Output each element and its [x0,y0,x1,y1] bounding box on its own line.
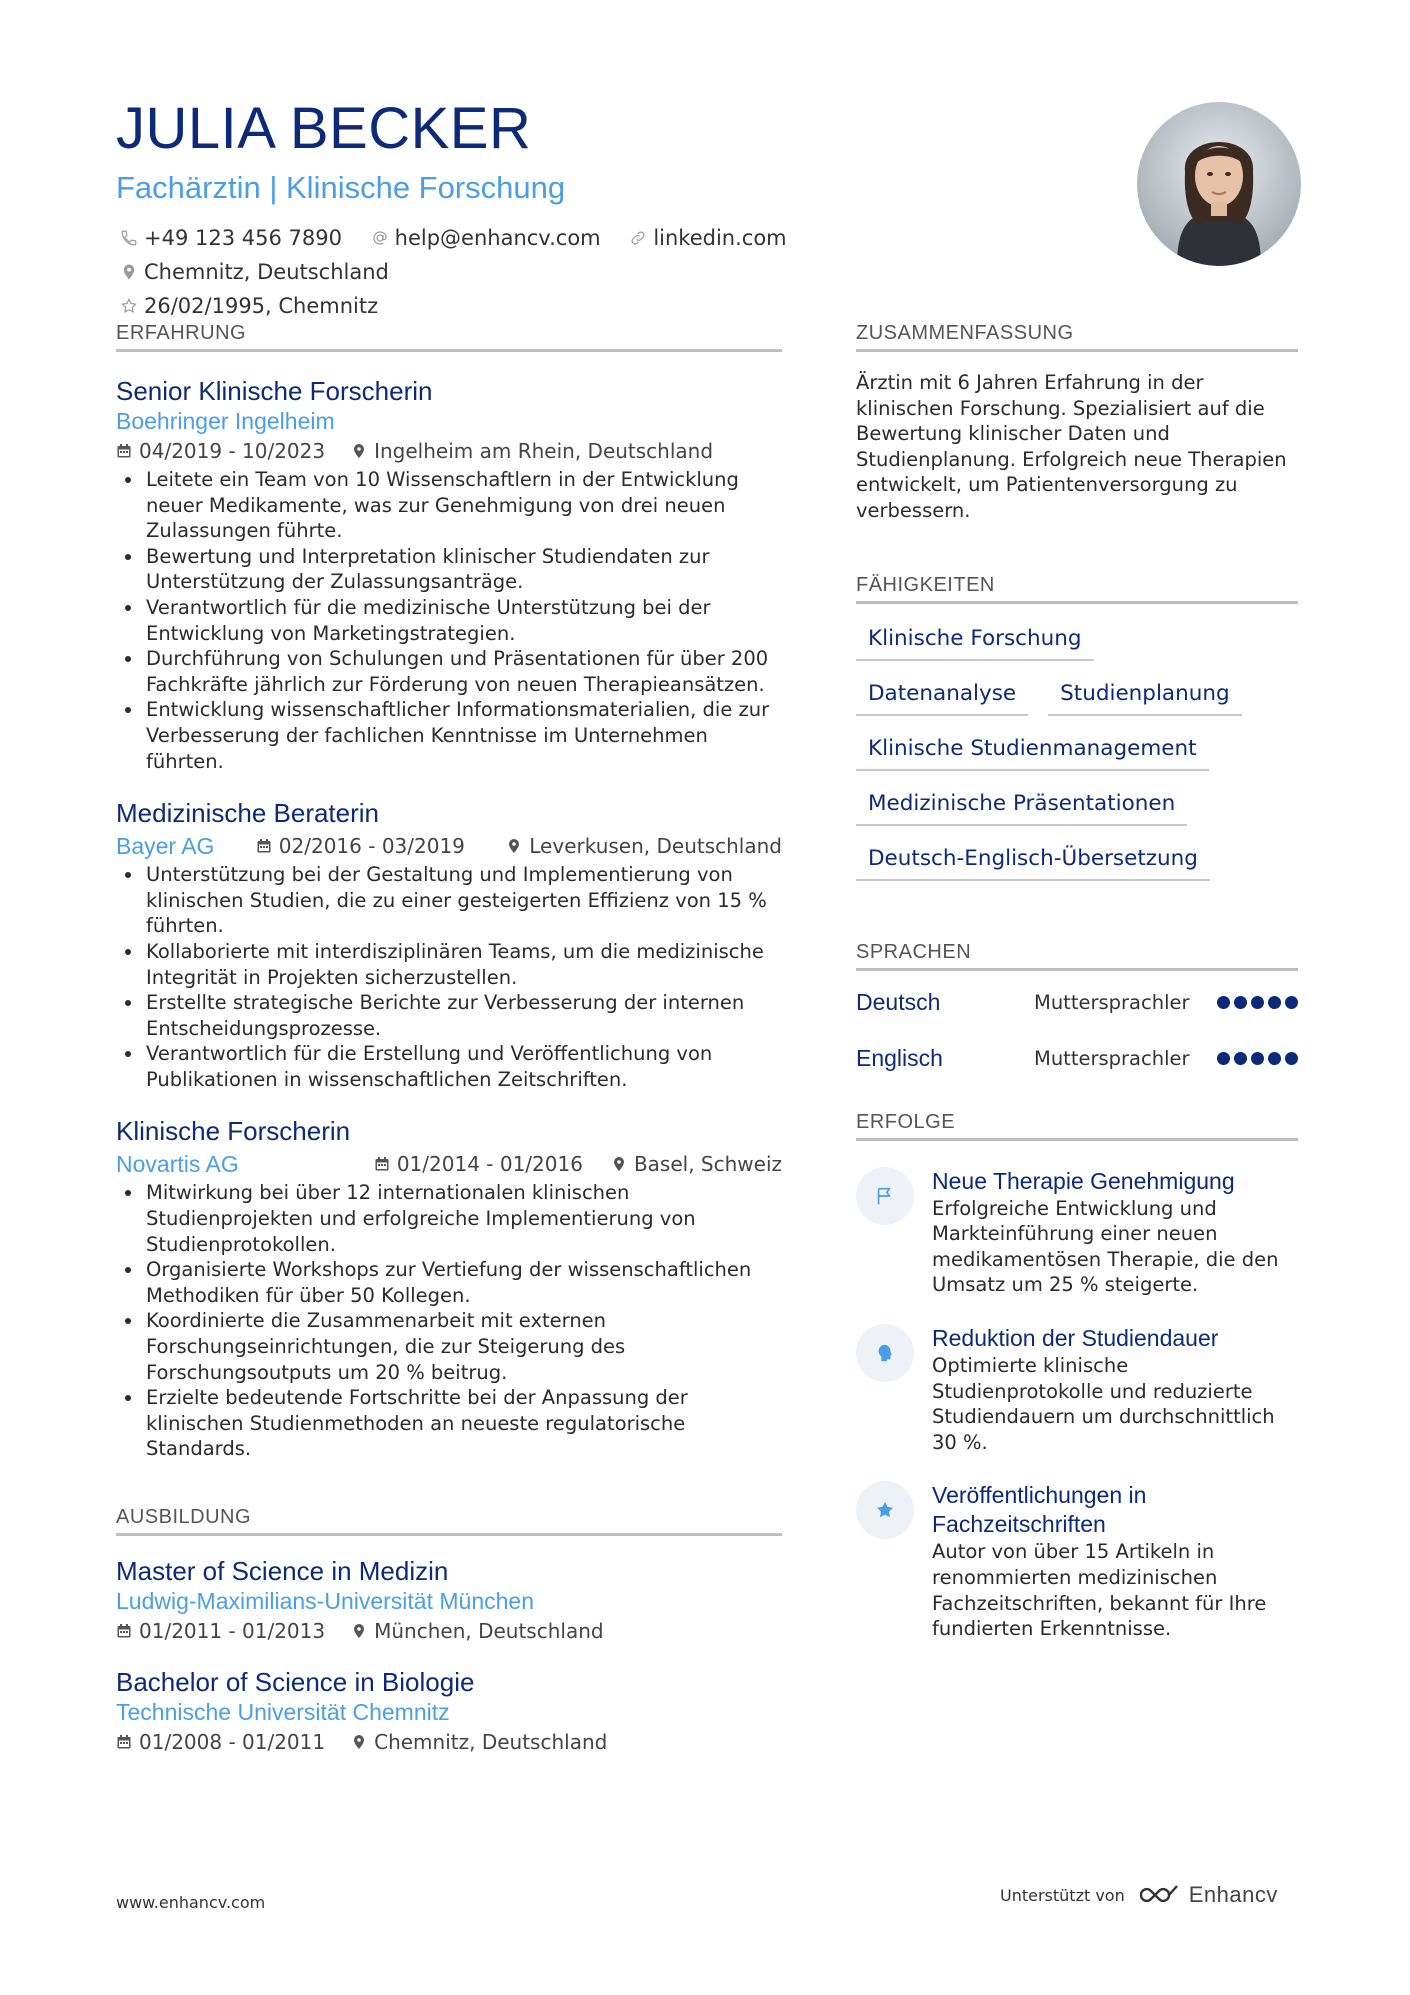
location-pin-icon [506,838,522,854]
achievement-item [856,1167,1298,1298]
degree-title: Bachelor of Science in Biologie [116,1667,475,1697]
phone-text[interactable]: +49 123 456 7890 [144,226,342,250]
summary-heading: ZUSAMMENFASSUNG [856,322,1298,352]
school-name: Technische Universität Chemnitz [116,1699,450,1725]
job-dates-text: 02/2016 - 03/2019 [278,834,465,859]
proficiency-dot [1234,1052,1247,1065]
job-title: Medizinische Beraterin [116,798,380,829]
proficiency-dot [1285,996,1298,1009]
profile-photo [1137,102,1301,266]
brand-name[interactable]: Enhancv [1188,1882,1278,1907]
proficiency-dot [1268,996,1281,1009]
footer-branding [1000,1882,1278,1908]
bullet-item: • Verantwortlich für die medizinische Unterstützung bei der Entwicklung von Marketingstrategien. [144,595,782,646]
bullet-item: • Durchführung von Schulungen und Präsentationen für über 200 Fachkräfte jährlich zur Förderung von neuen Therapieansätzen. [144,646,782,697]
education-meta [116,1615,782,1647]
achievement-title: Veröffentlichungen in Fachzeitschriften [932,1482,1147,1538]
proficiency-dot [1217,996,1230,1009]
skills-heading: FÄHIGKEITEN [856,574,1298,604]
achievement-item [856,1481,1298,1641]
location-pin-icon [351,1623,367,1639]
company-name: Boehringer Ingelheim [116,408,335,434]
calendar-icon [116,443,132,459]
calendar-icon [256,838,272,854]
contact-linkedin [629,222,786,254]
skill-tag: Datenanalyse [856,673,1028,716]
proficiency-dot [1234,996,1247,1009]
achievement-description: Erfolgreiche Entwicklung und Markteinführung einer neuen medikamentösen Therapie, die den Umsatz um 25 % steigerte. [932,1196,1279,1297]
job-entry [116,796,782,1092]
proficiency-dot [1268,1052,1281,1065]
flag-icon [856,1167,914,1225]
job-location [611,1148,782,1180]
skill-tag: Klinische Forschung [856,618,1094,661]
company-name: Bayer AG [116,833,215,860]
job-meta [116,435,782,467]
bullet-item: • Bewertung und Interpretation klinischer Studiendaten zur Unterstützung der Zulassungsanträge. [144,544,782,595]
contact-email [371,222,601,254]
education-meta [116,1726,782,1758]
job-location [351,435,713,467]
contact-phone [120,222,342,254]
education-location-text: Chemnitz, Deutschland [374,1730,608,1754]
calendar-icon [116,1734,132,1750]
enhancv-logo-icon [1137,1882,1181,1908]
language-level: Muttersprachler [1034,1047,1190,1071]
bullet-item: • Koordinierte die Zusammenarbeit mit externen Forschungseinrichtungen, die zur Steigerung des Forschungsoutputs um 20 % beitrug. [144,1308,782,1385]
proficiency-dot [1285,1052,1298,1065]
location-pin-icon [351,1734,367,1750]
bullet-item: • Entwicklung wissenschaftlicher Informationsmaterialien, die zur Verbesserung der fachlichen Kenntnisse im Unternehmen führten. [144,697,782,774]
job-dates [374,1148,583,1180]
calendar-icon [116,1623,132,1639]
language-name: Englisch [856,1045,943,1072]
job-meta [116,830,782,862]
proficiency-dot [1251,996,1264,1009]
proficiency-dots [1213,1052,1298,1065]
proficiency-dot [1251,1052,1264,1065]
bullet-item: • Erzielte bedeutende Fortschritte bei der Anpassung der klinischen Studienmethoden an neueste regulatorische Standards. [144,1385,782,1462]
education-entry [116,1554,782,1647]
contact-info [120,222,1080,324]
achievement-title: Neue Therapie Genehmigung [932,1167,1235,1194]
bullet-item: • Kollaborierte mit interdisziplinären Teams, um die medizinische Integrität in Projekten sicherzustellen. [144,939,782,990]
language-name: Deutsch [856,989,941,1016]
calendar-icon [374,1156,390,1172]
education-location-text: München, Deutschland [374,1619,604,1643]
bullet-item: • Verantwortlich für die Erstellung und Veröffentlichung von Publikationen in wissenschaftlichen Zeitschriften. [144,1041,782,1092]
achievement-description: Optimierte klinische Studienprotokolle und reduzierte Studiendauern um durchschnittlich 30 %. [932,1353,1275,1454]
candidate-name: JULIA BECKER [116,96,532,161]
bullet-item: • Unterstützung bei der Gestaltung und Implementierung von klinischen Studien, die zu einer gesteigerten Effizienz von 15 % führten. [144,862,782,939]
job-location [506,830,782,862]
link-icon [629,229,647,247]
education-dates-text: 01/2011 - 01/2013 [139,1619,326,1643]
job-meta [116,1148,782,1180]
candidate-title: Fachärztin | Klinische Forschung [116,170,566,205]
job-dates [256,830,465,862]
achievements-heading: ERFOLGE [856,1111,1298,1141]
proficiency-dot [1217,1052,1230,1065]
achievement-title: Reduktion der Studiendauer [932,1324,1219,1351]
bullet-item: • Erstellte strategische Berichte zur Verbesserung der internen Entscheidungsprozesse. [144,990,782,1041]
school-name: Ludwig-Maximilians-Universität München [116,1588,534,1614]
language-level: Muttersprachler [1034,991,1190,1015]
company-name: Novartis AG [116,1151,239,1178]
location-pin-icon [120,263,138,281]
summary-text: Ärztin mit 6 Jahren Erfahrung in der klinischen Forschung. Spezialisiert auf die Bewertung klinischer Daten und Studienplanung. Erfolgreich neue Therapien entwickelt, um Patientenversorgung zu verbessern. [856,371,1287,522]
job-title: Senior Klinische Forscherin [116,376,433,406]
education-location [351,1615,603,1647]
job-dates-text: 01/2014 - 01/2016 [396,1152,583,1177]
skills-list [856,618,1298,893]
right-column [856,322,1298,1642]
contact-location [120,256,389,288]
job-bullets [116,1180,782,1462]
bullet-item: • Organisierte Workshops zur Vertiefung der wissenschaftlichen Methodiken für über 50 Kollegen. [144,1257,782,1308]
head-icon [856,1324,914,1382]
job-location-text: Leverkusen, Deutschland [529,834,782,859]
experience-heading: ERFAHRUNG [116,322,782,352]
proficiency-dots [1213,996,1298,1009]
bullet-item: • Leitete ein Team von 10 Wissenschaftlern in der Entwicklung neuer Medikamente, was zur Genehmigung von drei neuen Zulassungen führte. [144,467,782,544]
education-heading: AUSBILDUNG [116,1506,782,1536]
birth-text: 26/02/1995, Chemnitz [144,294,379,318]
skill-tag: Medizinische Präsentationen [856,783,1187,826]
job-location-text: Basel, Schweiz [633,1152,782,1177]
phone-icon [120,229,138,247]
skill-tag: Studienplanung [1048,673,1242,716]
language-row [856,1031,1298,1087]
language-row [856,975,1298,1031]
job-entry [116,1114,782,1462]
skill-tag: Klinische Studienmanagement [856,728,1209,771]
star-outline-icon [120,297,138,315]
location-pin-icon [351,443,367,459]
footer-website[interactable]: www.enhancv.com [116,1893,266,1912]
left-column [116,322,782,1758]
star-icon [856,1481,914,1539]
languages-heading: SPRACHEN [856,941,1298,971]
achievement-description: Autor von über 15 Artikeln in renommierten medizinischen Fachzeitschriften, bekannt für Ihre fundierten Erkenntnisse. [932,1540,1267,1641]
skill-tag: Deutsch-Englisch-Übersetzung [856,838,1210,881]
bullet-item: • Mitwirkung bei über 12 internationalen klinischen Studienprojekten und erfolgreiche Implementierung von Studienprotokollen. [144,1180,782,1257]
job-location-text: Ingelheim am Rhein, Deutschland [374,439,714,463]
job-dates [116,435,325,467]
education-entry [116,1665,782,1758]
job-bullets [116,467,782,774]
achievement-item [856,1324,1298,1455]
education-dates-text: 01/2008 - 01/2011 [139,1730,326,1754]
at-icon [371,229,389,247]
email-text[interactable]: help@enhancv.com [394,226,601,250]
contact-birth [120,290,378,322]
location-pin-icon [611,1156,627,1172]
job-bullets [116,862,782,1092]
degree-title: Master of Science in Medizin [116,1556,449,1586]
powered-by-text: Unterstützt von [1000,1885,1125,1905]
education-dates [116,1726,325,1758]
languages-list [856,975,1298,1087]
education-location [351,1726,607,1758]
job-title: Klinische Forscherin [116,1116,351,1147]
education-dates [116,1615,325,1647]
job-entry [116,374,782,774]
job-dates-text: 04/2019 - 10/2023 [139,439,326,463]
linkedin-text[interactable]: linkedin.com [653,226,787,250]
location-text: Chemnitz, Deutschland [144,260,389,284]
